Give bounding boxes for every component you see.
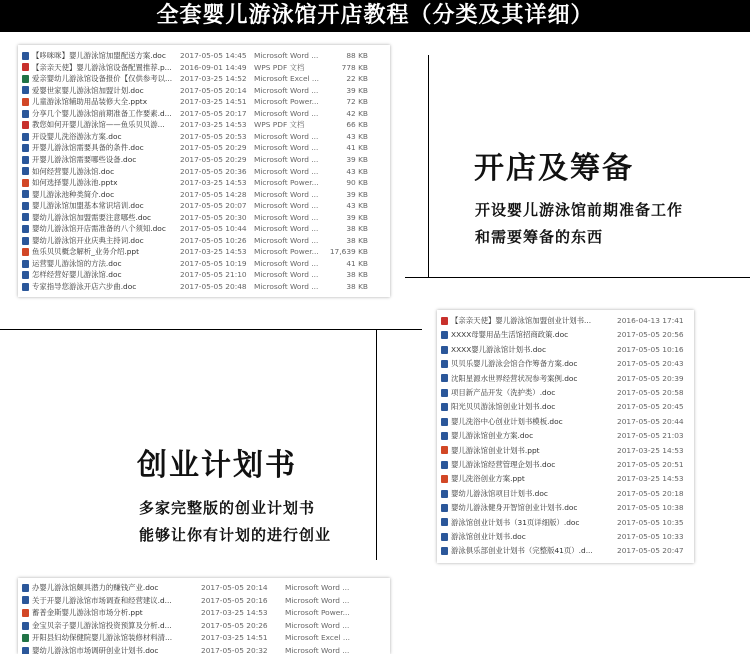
file-name: 婴幼儿游泳健身开智馆创业计划书.doc	[451, 503, 578, 513]
file-type: Microsoft Word ...	[254, 212, 319, 222]
file-row[interactable]	[18, 200, 390, 212]
file-name: 游泳俱乐部创业计划书（完整版41页）.d...	[451, 546, 593, 556]
file-date: 2017-05-05 20:16	[201, 595, 268, 605]
file-date: 2017-05-05 20:32	[201, 646, 268, 654]
file-name: 关于开婴儿游泳馆市场调查和经营建议.d...	[32, 595, 172, 605]
file-row[interactable]	[437, 459, 694, 471]
word-file-icon	[441, 360, 448, 368]
file-row[interactable]	[18, 632, 390, 644]
file-name: 运营婴儿游泳馆的方法.doc	[32, 258, 122, 268]
word-file-icon	[441, 518, 448, 526]
divider-vertical-plan	[376, 329, 377, 560]
file-date: 2017-05-05 14:45	[180, 51, 247, 60]
file-size: 39 KB	[346, 85, 368, 95]
file-type: Microsoft Power...	[254, 247, 319, 257]
word-file-icon	[441, 490, 448, 498]
word-file-icon	[22, 213, 29, 221]
file-date: 2017-05-05 14:28	[180, 189, 247, 199]
file-date: 2016-04-13 17:41	[617, 316, 684, 325]
file-name: 【哆咪咪】婴儿游泳馆加盟配送方案.doc	[32, 51, 166, 60]
file-date: 2016-09-01 14:49	[180, 62, 247, 72]
file-date: 2017-03-25 14:51	[201, 633, 268, 643]
file-name: 沈阳星源水世界经营状况参考案例.doc	[451, 373, 578, 383]
file-row[interactable]	[18, 166, 390, 178]
file-date: 2017-05-05 20:43	[617, 359, 684, 369]
file-row[interactable]	[18, 108, 390, 120]
file-size: 17,639 KB	[329, 247, 368, 257]
file-type: Microsoft Word ...	[254, 108, 319, 118]
file-name: 开设婴儿洗浴游泳方案.doc	[32, 131, 122, 141]
file-size: 39 KB	[346, 212, 368, 222]
file-date: 2017-05-05 20:29	[180, 154, 247, 164]
file-row[interactable]	[437, 315, 694, 327]
word-file-icon	[22, 584, 29, 592]
file-name: 分享几个婴儿游泳馆前期准备工作要素.d...	[32, 108, 172, 118]
file-name: 项目新产品开发（洗护类）.doc	[451, 388, 556, 397]
file-date: 2017-05-05 21:03	[617, 431, 684, 441]
file-date: 2017-03-25 14:53	[617, 445, 684, 455]
file-row[interactable]	[18, 269, 390, 281]
file-row[interactable]	[437, 344, 694, 356]
file-date: 2017-05-05 10:26	[180, 235, 247, 245]
file-row[interactable]	[437, 445, 694, 457]
file-row[interactable]	[18, 258, 390, 270]
file-name: 婴幼儿游泳馆开业庆典主持词.doc	[32, 235, 144, 245]
file-size: 41 KB	[346, 143, 368, 153]
file-size: 43 KB	[346, 201, 368, 211]
section-plan-line-1: 多家完整版的创业计划书	[139, 499, 316, 517]
word-file-icon	[22, 144, 29, 152]
file-row[interactable]	[18, 620, 390, 632]
file-name: 鱼乐贝贝概念解析_业务介绍.ppt	[32, 247, 140, 257]
word-file-icon	[22, 622, 29, 630]
file-row[interactable]	[18, 595, 390, 607]
word-file-icon	[22, 190, 29, 198]
file-size: 38 KB	[346, 270, 368, 280]
file-name: 开婴儿游泳馆需要具备的条件.doc	[32, 143, 144, 153]
file-list-market	[18, 578, 390, 654]
file-name: 【亲亲天使】婴儿游泳馆加盟创业计划书...	[451, 316, 592, 325]
file-row[interactable]	[18, 582, 390, 594]
file-date: 2017-05-05 20:44	[617, 416, 684, 426]
file-name: 婴儿游泳馆加盟基本常识培训.doc	[32, 201, 144, 211]
ppt-file-icon	[441, 446, 448, 454]
file-row[interactable]	[18, 281, 390, 293]
file-type: Microsoft Power...	[254, 178, 319, 188]
file-size: 88 KB	[346, 51, 368, 60]
file-date: 2017-05-05 20:18	[617, 488, 684, 498]
word-file-icon	[22, 271, 29, 279]
word-file-icon	[441, 389, 448, 397]
file-row[interactable]	[437, 373, 694, 385]
word-file-icon	[22, 237, 29, 245]
file-row[interactable]	[437, 545, 694, 557]
file-type: Microsoft Word ...	[285, 595, 350, 605]
word-file-icon	[22, 52, 29, 60]
file-row[interactable]	[18, 189, 390, 201]
file-date: 2017-05-05 10:44	[180, 224, 247, 234]
file-name: 如何选择婴儿游泳池.pptx	[32, 178, 118, 188]
file-list-prep	[18, 45, 390, 297]
file-date: 2017-05-05 20:47	[617, 546, 684, 556]
file-size: 42 KB	[346, 108, 368, 118]
file-type: Microsoft Word ...	[254, 189, 319, 199]
section-plan-title: 创业计划书	[137, 448, 297, 483]
file-date: 2017-05-05 20:26	[201, 620, 268, 630]
file-date: 2017-05-05 20:56	[617, 330, 684, 340]
file-name: 婴儿游泳馆经营管理企划书.doc	[451, 460, 556, 469]
file-name: 婴儿游泳池种类简介.doc	[32, 189, 115, 199]
file-size: 22 KB	[346, 74, 368, 84]
file-date: 2017-05-05 20:58	[617, 388, 684, 397]
pdf-file-icon	[441, 317, 448, 325]
banner-title: 全套婴儿游泳馆开店教程（分类及其详细）	[0, 0, 750, 32]
word-file-icon	[441, 403, 448, 411]
file-row[interactable]	[437, 488, 694, 500]
word-file-icon	[22, 110, 29, 118]
word-file-icon	[441, 418, 448, 426]
file-type: Microsoft Power...	[254, 97, 319, 107]
file-type: Microsoft Word ...	[254, 85, 319, 95]
file-name: 婴幼儿游泳馆开店需准备的八个须知.doc	[32, 224, 166, 234]
file-name: 怎样经营好婴儿游泳馆.doc	[32, 270, 122, 280]
file-name: 游泳馆创业计划书（31页详细版）.doc	[451, 517, 580, 527]
file-name: 婴幼儿游泳馆项目计划书.doc	[451, 488, 548, 498]
file-name: 贝贝乐婴儿游泳会馆合作筹备方案.doc	[451, 359, 578, 369]
pdf-file-icon	[22, 121, 29, 129]
file-size: 43 KB	[346, 131, 368, 141]
word-file-icon	[22, 260, 29, 268]
file-row[interactable]	[437, 531, 694, 543]
file-size: 72 KB	[346, 97, 368, 107]
file-row[interactable]	[18, 235, 390, 247]
file-name: 婴儿游泳馆创业计划书.ppt	[451, 445, 540, 455]
word-file-icon	[441, 432, 448, 440]
file-date: 2017-05-05 20:45	[617, 402, 684, 412]
word-file-icon	[441, 331, 448, 339]
file-date: 2017-03-25 14:53	[180, 120, 247, 130]
word-file-icon	[441, 461, 448, 469]
word-file-icon	[441, 547, 448, 555]
section-prep-line-1: 开设婴儿游泳馆前期准备工作	[475, 201, 684, 219]
file-type: Microsoft Word ...	[285, 646, 350, 654]
file-date: 2017-05-05 20:36	[180, 166, 247, 176]
file-name: 婴儿洗浴创业方案.ppt	[451, 474, 525, 484]
file-name: 儿童游泳馆辅助用品装修大全.pptx	[32, 97, 148, 107]
file-date: 2017-03-25 14:53	[201, 608, 268, 618]
file-row[interactable]	[437, 401, 694, 413]
word-file-icon	[22, 647, 29, 654]
file-name: 婴幼儿游泳馆加盟需要注意哪些.doc	[32, 212, 152, 222]
file-row[interactable]	[18, 131, 390, 143]
file-name: 开阳县妇幼保健院婴儿游泳馆装修材料清...	[32, 633, 173, 643]
file-name: 婴儿游泳馆创业方案.doc	[451, 431, 534, 441]
file-date: 2017-03-25 14:53	[617, 474, 684, 484]
ppt-file-icon	[441, 475, 448, 483]
file-date: 2017-05-05 10:33	[617, 532, 684, 541]
word-file-icon	[22, 596, 29, 604]
file-size: 778 KB	[341, 62, 368, 72]
file-row[interactable]	[437, 329, 694, 341]
file-row[interactable]	[437, 517, 694, 529]
section-prep-line-2: 和需要筹备的东西	[475, 228, 604, 246]
file-date: 2017-05-05 21:10	[180, 270, 247, 280]
file-name: 如何经营婴儿游泳馆.doc	[32, 166, 115, 176]
section-plan-line-2: 能够让你有计划的进行创业	[139, 526, 332, 544]
word-file-icon	[441, 533, 448, 541]
file-row[interactable]	[18, 73, 390, 85]
file-size: 66 KB	[346, 120, 368, 130]
file-type: Microsoft Word ...	[285, 583, 350, 592]
section-prep-title: 开店及筹备	[474, 151, 634, 186]
file-date: 2017-05-05 20:48	[180, 282, 247, 291]
file-date: 2017-05-05 20:30	[180, 212, 247, 222]
file-row[interactable]	[18, 96, 390, 108]
file-type: WPS PDF 文档	[254, 120, 305, 130]
file-date: 2017-05-05 20:51	[617, 460, 684, 469]
file-name: 【亲亲天使】婴儿游泳馆设备配置推荐.p...	[32, 62, 172, 72]
file-row[interactable]	[18, 177, 390, 189]
file-name: 婴儿洗浴中心创业计划书模板.doc	[451, 416, 563, 426]
file-name: 办婴儿游泳馆颇具潜力的赚钱产业.doc	[32, 583, 159, 592]
file-row[interactable]	[437, 473, 694, 485]
file-type: Microsoft Word ...	[254, 131, 319, 141]
file-date: 2017-05-05 20:07	[180, 201, 247, 211]
file-row[interactable]	[18, 62, 390, 74]
word-file-icon	[441, 504, 448, 512]
file-size: 39 KB	[346, 189, 368, 199]
word-file-icon	[22, 156, 29, 164]
file-size: 38 KB	[346, 235, 368, 245]
file-row[interactable]	[18, 212, 390, 224]
file-date: 2017-05-05 20:14	[180, 85, 247, 95]
file-type: Microsoft Word ...	[254, 235, 319, 245]
file-row[interactable]	[18, 142, 390, 154]
file-date: 2017-05-05 10:19	[180, 258, 247, 268]
excel-file-icon	[22, 75, 29, 83]
file-size: 38 KB	[346, 282, 368, 291]
file-date: 2017-05-05 10:35	[617, 517, 684, 527]
file-row[interactable]	[437, 416, 694, 428]
file-size: 43 KB	[346, 166, 368, 176]
divider-horizontal-prep	[405, 277, 750, 278]
file-row[interactable]	[437, 358, 694, 370]
file-row[interactable]	[18, 645, 390, 654]
ppt-file-icon	[22, 98, 29, 106]
file-type: Microsoft Word ...	[285, 620, 350, 630]
file-type: Microsoft Word ...	[254, 143, 319, 153]
file-date: 2017-05-05 20:29	[180, 143, 247, 153]
file-date: 2017-05-05 20:14	[201, 583, 268, 592]
file-name: 爱婴世家婴儿游泳馆加盟计划.doc	[32, 85, 144, 95]
file-date: 2017-05-05 20:17	[180, 108, 247, 118]
file-row[interactable]	[18, 223, 390, 235]
excel-file-icon	[22, 634, 29, 642]
file-type: Microsoft Word ...	[254, 270, 319, 280]
file-type: Microsoft Excel ...	[285, 633, 350, 643]
file-name: XXXX母婴用品生活馆招商政策.doc	[451, 330, 569, 340]
file-date: 2017-05-05 20:53	[180, 131, 247, 141]
file-type: Microsoft Word ...	[254, 224, 319, 234]
ppt-file-icon	[22, 248, 29, 256]
word-file-icon	[22, 167, 29, 175]
ppt-file-icon	[22, 609, 29, 617]
file-type: Microsoft Word ...	[254, 166, 319, 176]
file-row[interactable]	[437, 502, 694, 514]
file-row[interactable]	[18, 85, 390, 97]
file-date: 2017-03-25 14:53	[180, 178, 247, 188]
file-row[interactable]	[18, 154, 390, 166]
file-date: 2017-05-05 20:39	[617, 373, 684, 383]
word-file-icon	[22, 283, 29, 291]
file-row[interactable]	[437, 430, 694, 442]
file-type: Microsoft Word ...	[254, 258, 319, 268]
file-size: 39 KB	[346, 154, 368, 164]
file-date: 2017-05-05 10:16	[617, 344, 684, 354]
file-row[interactable]	[18, 246, 390, 258]
file-size: 90 KB	[346, 178, 368, 188]
file-name: XXXX婴儿游泳馆计划书.doc	[451, 344, 547, 354]
file-name: 阳光贝贝游泳馆创业计划书.doc	[451, 402, 556, 412]
word-file-icon	[22, 133, 29, 141]
divider-horizontal-plan	[0, 329, 422, 330]
file-name: 教您如何开婴儿游泳馆——鱼乐贝贝游...	[32, 120, 165, 130]
file-name: 开婴儿游泳馆需要哪些设备.doc	[32, 154, 137, 164]
file-size: 38 KB	[346, 224, 368, 234]
file-row[interactable]	[18, 607, 390, 619]
ppt-file-icon	[22, 179, 29, 187]
word-file-icon	[22, 86, 29, 94]
file-type: Microsoft Word ...	[254, 154, 319, 164]
file-row[interactable]	[18, 119, 390, 131]
word-file-icon	[441, 374, 448, 382]
file-name: 爱亲婴幼儿游泳馆设备报价【仅供参考以...	[32, 74, 173, 84]
file-type: Microsoft Word ...	[254, 282, 319, 291]
file-type: Microsoft Word ...	[254, 201, 319, 211]
file-list-plans	[437, 310, 694, 563]
file-name: 婴幼儿游泳馆市场调研创业计划书.doc	[32, 646, 159, 654]
file-row[interactable]	[437, 387, 694, 399]
file-name: 蓄普金斯婴儿游泳馆市场分析.ppt	[32, 608, 143, 618]
file-name: 专家指导您游泳开店六步曲.doc	[32, 282, 137, 291]
file-type: Microsoft Power...	[285, 608, 350, 618]
file-name: 金宝贝亲子婴儿游泳馆投资预算及分析.d...	[32, 620, 172, 630]
pdf-file-icon	[22, 63, 29, 71]
file-date: 2017-03-25 14:53	[180, 247, 247, 257]
word-file-icon	[22, 202, 29, 210]
file-date: 2017-03-25 14:52	[180, 74, 247, 84]
file-name: 游泳馆创业计划书.doc	[451, 532, 526, 541]
file-date: 2017-05-05 10:38	[617, 503, 684, 513]
file-size: 41 KB	[346, 258, 368, 268]
file-type: Microsoft Excel ...	[254, 74, 319, 84]
word-file-icon	[441, 346, 448, 354]
file-date: 2017-03-25 14:51	[180, 97, 247, 107]
file-type: WPS PDF 文档	[254, 62, 305, 72]
divider-vertical-prep	[428, 55, 429, 277]
file-type: Microsoft Word ...	[254, 51, 319, 60]
word-file-icon	[22, 225, 29, 233]
file-row[interactable]	[18, 50, 390, 62]
